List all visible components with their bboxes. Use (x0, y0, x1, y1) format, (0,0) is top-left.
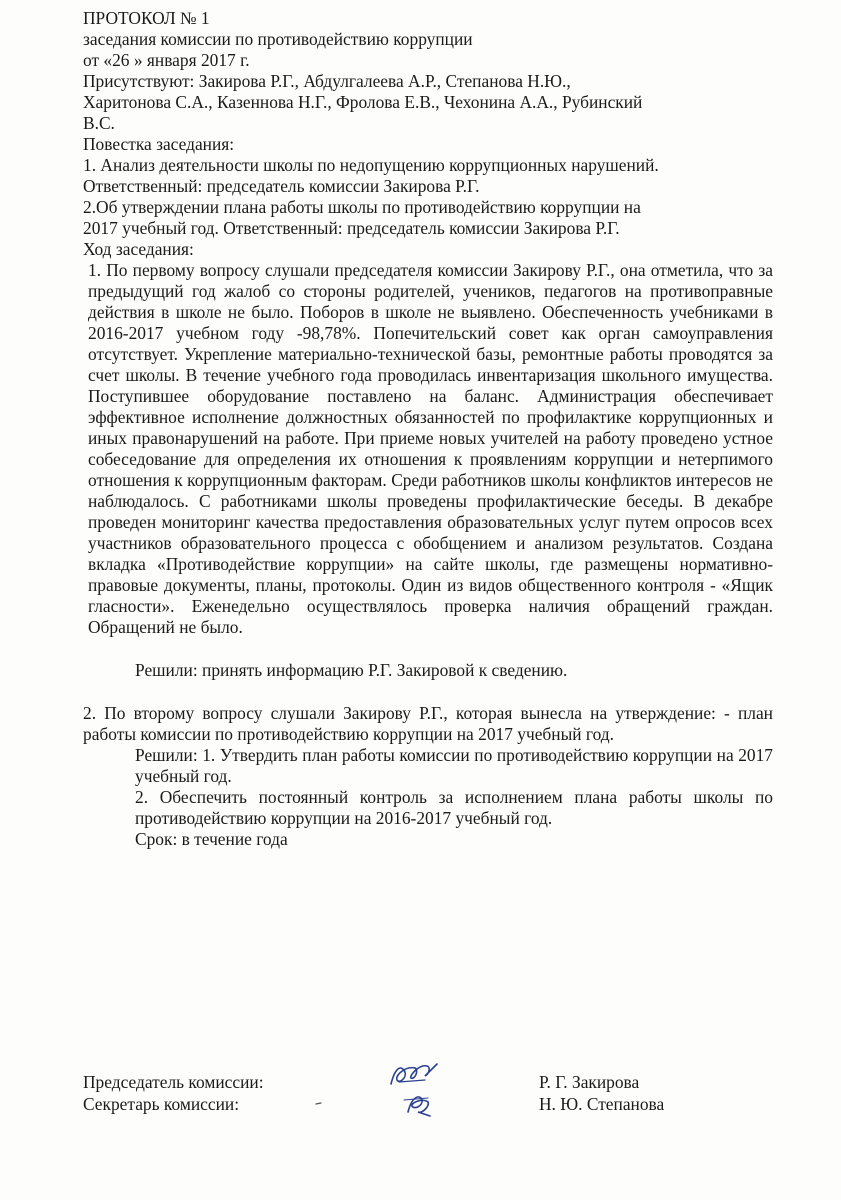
ink-speck (314, 1100, 324, 1108)
document-body (83, 8, 773, 850)
question-1-text: 1. По первому вопросу слушали председателя комиссии Закирову Р.Г., она отметила, что за предыдущий год жалоб со стороны родителей, учеников, педагогов на противоправные действия в школе не было. Поборов в школе не выявлено. Обеспеченность учебниками в 2016-2017 учебном году -98,78%. Попечительский совет как орган самоуправления отсутствует. Укрепление материально-технической базы, ремонтные работы проводятся за счет школы. В течение учебного года проводилась инвентаризация школьного имущества. Поступившее оборудование поставлено на баланс. Администрация обеспечивает эффективное исполнение должностных обязанностей по профилактике коррупционных и иных правонарушений на работе. При приеме новых учителей на работу проведено устное собеседование для определения их отношения к проявлениям коррупции и нетерпимого отношения к коррупционным факторам. Среди работников школы конфликтов интересов не наблюдалось. С работниками школы проведены профилактические беседы. В декабре проведен мониторинг качества предоставления образовательных услуг путем опросов всех участников образовательного процесса с обобщением и анализом результатов. Создана вкладка «Противодействие коррупции» на сайте школы, где размещены нормативно-правовые документы, планы, протоколы. Один из видов общественного контроля - «Ящик гласности». Еженедельно осуществлялось проверка наличия обращений граждан. Обращений не было. (88, 260, 773, 637)
agenda-item-2-line-1: 2.Об утверждении плана работы школы по противодействию коррупции на (83, 197, 641, 217)
agenda-heading: Повестка заседания: (83, 134, 235, 154)
attendees-line-1: Присутствуют: Закирова Р.Г., Абдулгалеева А.Р., Степанова Н.Ю., (83, 71, 571, 91)
agenda-item-1: 1. Анализ деятельности школы по недопущению коррупционных нарушений. (83, 155, 659, 175)
chair-signature-mark (385, 1058, 445, 1092)
question-1-decision: Решили: принять информацию Р.Г. Закировой к сведению. (135, 660, 568, 680)
question-2-decision-1: Решили: 1. Утвердить план работы комиссии по противодействию коррупции на 2017 учебный год. (135, 745, 773, 786)
chair-name: Р. Г. Закирова (539, 1072, 640, 1092)
secretary-name: Н. Ю. Степанова (539, 1094, 665, 1114)
question-2-text: 2. По второму вопросу слушали Закирову Р.Г., которая вынесла на утверждение: - план работы комиссии по противодействию коррупции на 2017 учебный год. (83, 703, 773, 744)
agenda-item-2-line-2: 2017 учебный год. Ответственный: председатель комиссии Закирова Р.Г. (83, 218, 620, 238)
document-subtitle: заседания комиссии по противодействию коррупции (83, 29, 473, 49)
agenda-item-1-responsible: Ответственный: председатель комиссии Закирова Р.Г. (83, 176, 480, 196)
document-title: ПРОТОКОЛ № 1 (83, 8, 210, 28)
secretary-role: Секретарь комиссии: (83, 1094, 240, 1114)
attendees-line-3: В.С. (83, 113, 115, 133)
meeting-date: от «26 » января 2017 г. (83, 50, 250, 70)
attendees-line-2: Харитонова С.А., Казеннова Н.Г., Фролова Е.В., Чехонина А.А., Рубинский (83, 92, 643, 112)
question-2-deadline: Срок: в течение года (135, 829, 288, 849)
chair-role: Председатель комиссии: (83, 1072, 264, 1092)
proceedings-heading: Ход заседания: (83, 239, 194, 259)
secretary-signature-mark (398, 1088, 442, 1120)
question-2-decision-2: 2. Обеспечить постоянный контроль за исполнением плана работы школы по противодействию коррупции на 2016-2017 учебный год. (135, 787, 773, 828)
